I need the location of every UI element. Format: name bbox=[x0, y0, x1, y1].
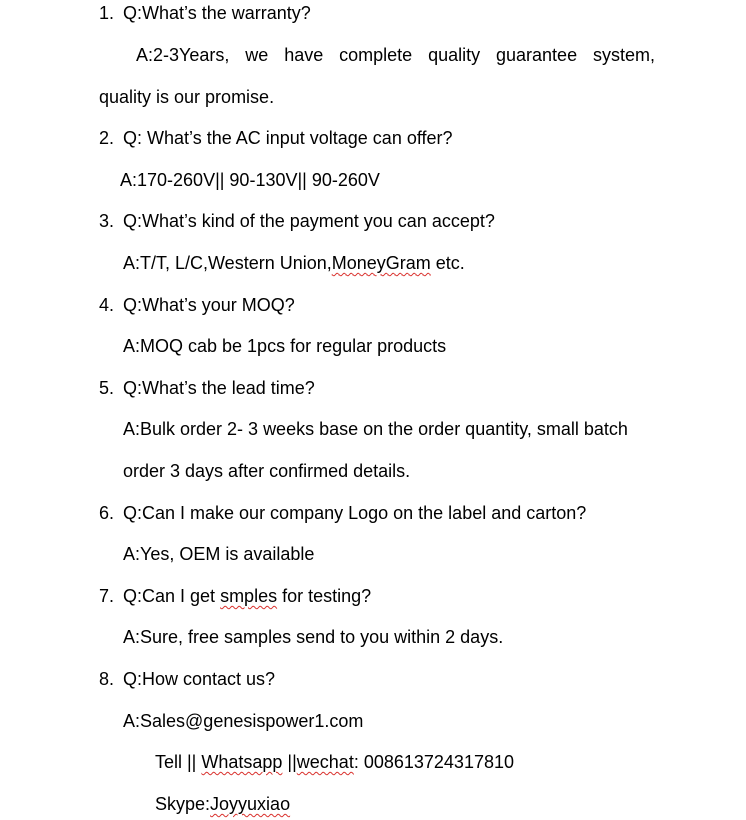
faq-answer-text: order 3 days after confirmed details. bbox=[123, 461, 411, 481]
faq-answer-text: A:170-260V|| 90-130V|| 90-260V bbox=[120, 170, 380, 190]
faq-answer-text: quality is our promise. bbox=[99, 87, 275, 107]
spellcheck-flag: MoneyGram bbox=[331, 253, 431, 273]
faq-answer-text bbox=[123, 251, 465, 275]
faq-number: 4. bbox=[99, 295, 115, 315]
faq-answer-text: A:Bulk order 2- 3 weeks base on the order quantity, small batch bbox=[123, 419, 628, 439]
faq-answer-text: A:Yes, OEM is available bbox=[123, 544, 315, 564]
faq-number: 1. bbox=[99, 3, 115, 23]
contact-skype bbox=[155, 792, 290, 816]
contact-phone bbox=[155, 750, 514, 774]
faq-question-text: Q: What’s the AC input voltage can offer? bbox=[123, 128, 453, 148]
faq-answer-text: A:Sure, free samples send to you within 2 days. bbox=[123, 627, 504, 647]
faq-number: 8. bbox=[99, 669, 115, 689]
contact-segment: || bbox=[282, 752, 297, 772]
faq-number: 5. bbox=[99, 378, 115, 398]
faq-answer-segment: A:T/T, L/C,Western Union, bbox=[123, 253, 332, 273]
spellcheck-flag: wechat bbox=[296, 752, 354, 772]
faq-answer-segment: etc. bbox=[430, 253, 465, 273]
faq-question-text: Q:What’s the warranty? bbox=[123, 3, 311, 23]
contact-segment: Skype: bbox=[155, 794, 211, 814]
contact-segment: Tell || bbox=[155, 752, 202, 772]
spellcheck-flag: Joyyuxiao bbox=[210, 794, 291, 814]
contact-email: A:Sales@genesispower1.com bbox=[123, 711, 364, 731]
faq-number: 3. bbox=[99, 211, 115, 231]
faq-answer-text: A:2-3Years, we have complete quality guarantee system, bbox=[136, 45, 655, 65]
faq-number: 6. bbox=[99, 503, 115, 523]
faq-question-text: Q:Can I make our company Logo on the label and carton? bbox=[123, 503, 587, 523]
faq-question-text: Q:How contact us? bbox=[123, 669, 276, 689]
faq-question-text: Q:What’s the lead time? bbox=[123, 378, 315, 398]
contact-segment: : 008613724317810 bbox=[353, 752, 514, 772]
spellcheck-flag: smples bbox=[220, 586, 278, 606]
faq-question-segment: for testing? bbox=[277, 586, 372, 606]
faq-number: 7. bbox=[99, 586, 115, 606]
faq-question-segment: Q:Can I get bbox=[123, 586, 221, 606]
faq-answer-text: A:MOQ cab be 1pcs for regular products bbox=[123, 336, 447, 356]
faq-question-text bbox=[123, 584, 371, 608]
spellcheck-flag: Whatsapp bbox=[201, 752, 283, 772]
faq-question-text: Q:What’s kind of the payment you can accept? bbox=[123, 211, 495, 231]
faq-question-text: Q:What’s your MOQ? bbox=[123, 295, 295, 315]
faq-number: 2. bbox=[99, 128, 115, 148]
